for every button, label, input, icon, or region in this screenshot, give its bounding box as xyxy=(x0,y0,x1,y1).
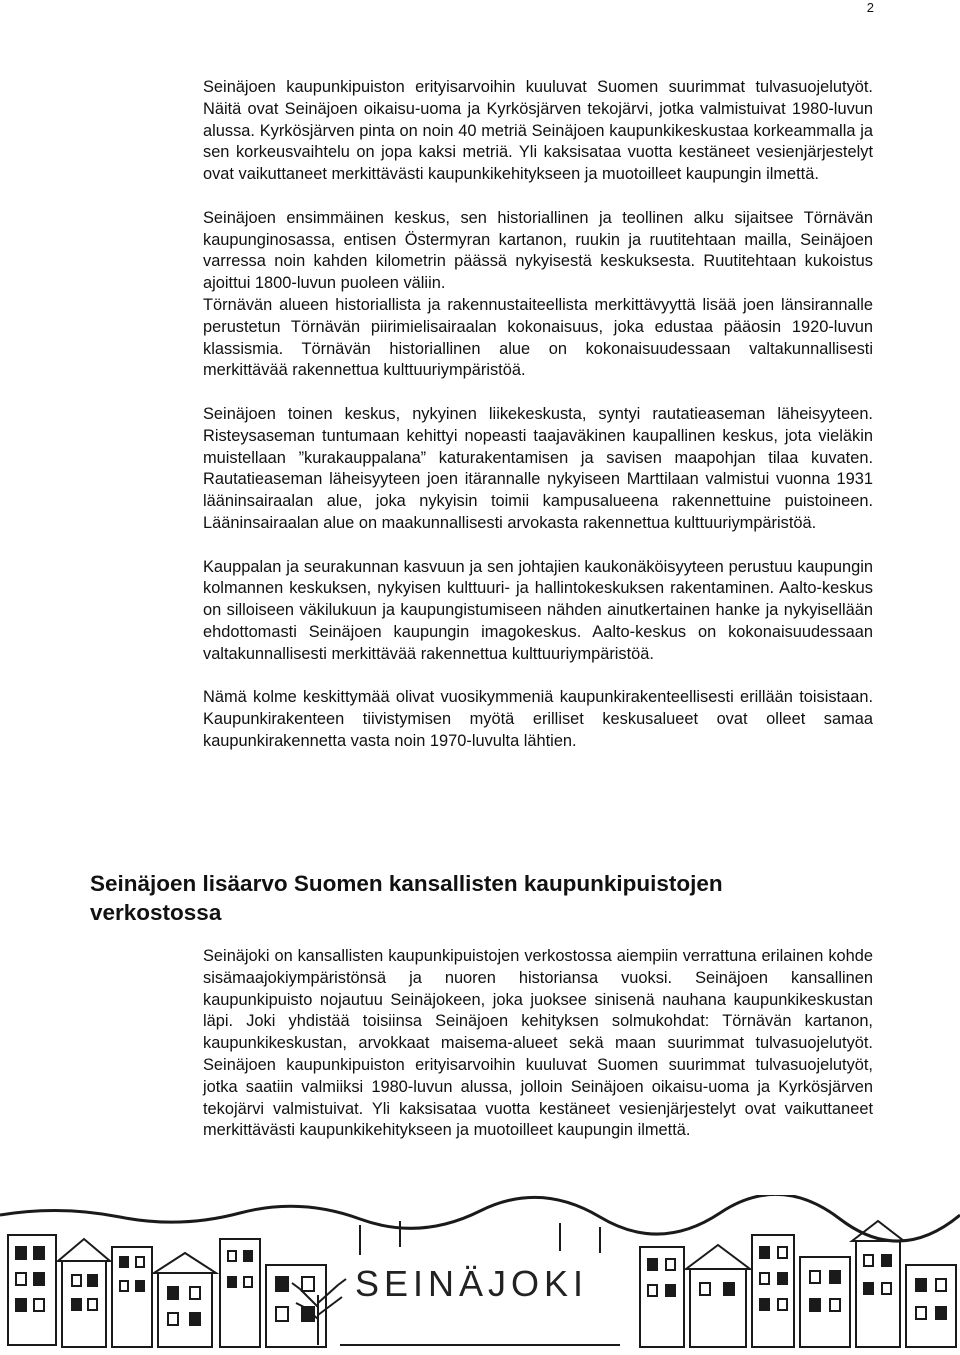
paragraph-flood-protection: Seinäjoen kaupunkipuiston erityisarvoihin kuuluvat Suomen suurimmat tulvasuojelutyöt. Näitä ovat Seinäjoen oikaisu-uoma ja Kyrkösjärven tekojärvi, jotka valmistuivat 1980-luvun alussa. Kyrkösjärven pinta on noin 40 metriä Seinäjoen kaupunkikeskustaa korkeammalla ja sen korkeusvaihtelu on jopa kaksi metriä. Yli kaksisataa vuotta kestäneet vesienjärjestelyt ovat vaikuttaneet merkittävästi kaupunkikehitykseen ja muotoilleet kaupungin ilmettä. xyxy=(203,78,873,184)
body-text xyxy=(203,77,873,775)
paragraph-second-centre: Seinäjoen toinen keskus, nykyinen liikekeskusta, syntyi rautatieaseman läheisyyteen. Risteysaseman tuntumaan kehittyi nopeasti taajaväkinen kaupallinen keskus, jota vieläkin muistellaan ”kurakauppalana” katurakentamisen ja savisen maapohjan tilaa kuvaten. Rautatieaseman läheisyyteen joen itärannalle nykyiseen Marttilaan valmistui vuonna 1931 lääninsairaalan alue, joka nykyisin toimii kampusalueena rakennettuine puistoineen. Lääninsairaalan alue on maakunnallisesti arvokasta rakennettua kulttuuriympäristöä. xyxy=(203,404,873,532)
seinajoki-logo: SEINÄJOKI xyxy=(355,1263,589,1304)
paragraph-third-centre: Kauppalan ja seurakunnan kasvuun ja sen johtajien kaukonäköisyyteen perustuu kaupungin kolmannen keskuksen, nykyisen kulttuuri- ja hallintokeskuksen rakentaminen. Aalto-keskus on silloiseen väkilukuun ja kaupungistumiseen nähden ainutkertainen hanke ja nykyisellään ehdottomasti Seinäjoen kaupungin imagokeskus. Aalto-keskus on kokonaisuudessaan valtakunnallisesti merkittävää rakennettua kulttuuriympäristöä. xyxy=(203,557,873,663)
section-heading: Seinäjoen lisäarvo Suomen kansallisten kaupunkipuistojen verkostossa xyxy=(90,871,723,925)
page-number: 2 xyxy=(866,0,874,15)
paragraph-three-centres: Nämä kolme keskittymää olivat vuosikymmeniä kaupunkirakenteellisesti erillään toisistaan. Kaupunkirakenteen tiivistymisen myötä erilliset keskusalueet ovat olleet samaa kaupunkirakennetta vasta noin 1970-luvulta lähtien. xyxy=(203,688,873,750)
section-paragraph: Seinäjoki on kansallisten kaupunkipuistojen verkostossa aiempiin verrattuna erilainen kohde sisämaajokiympäristönsä ja nuoren historiansa vuoksi. Seinäjoen kansallinen kaupunkipuisto nojautuu Seinäjokeen, joka juoksee sinisenä nauhana kaupunkikeskustan läpi. Joki yhdistää toisiinsa Seinäjoen kehityksen solmukohdat: Törnävän kartanon, kaupunkikeskustan, arvokkaat maisema-alueet sekä maan suurimmat tulvasuojelutyöt. Seinäjoen kaupunkipuiston erityisarvoihin kuuluvat Suomen suurimmat tulvasuojelutyöt, jotka saatiin valmiiksi 1980-luvun alussa, jolloin Seinäjoen oikaisu-uoma ja Kyrkösjärven tekojärvi valmistuivat. Yli kaksisataa vuotta kestäneet vesienjärjestelyt ovat vaikuttaneet merkittävästi kaupunkikehitykseen ja muotoilleet kaupungin ilmettä. xyxy=(203,947,873,1140)
paragraph-first-centre: Seinäjoen ensimmäinen keskus, sen historiallinen ja teollinen alku sijaitsee Törnävän kaupunginosassa, entisen Östermyran kartanon, ruukin ja ruutitehtaan mailla, Seinäjoen varressa noin kahden kilometrin päässä nykyisestä keskuksesta. Ruutitehtaan kukoistus ajoittui 1800-luvun puoleen väliin. xyxy=(203,208,873,293)
paragraph-tornava-area: Törnävän alueen historiallista ja rakennustaiteellista merkittävyyttä lisää joen länsirannalle perustetun Törnävän piirimielisairaalan kokonaisuus, joka edustaa pääosin 1920-luvun klassismia. Törnävän historiallinen alue on kokonaisuudessaan valtakunnallisesti merkittävää rakennettua kulttuuriympäristöä. xyxy=(203,295,873,380)
